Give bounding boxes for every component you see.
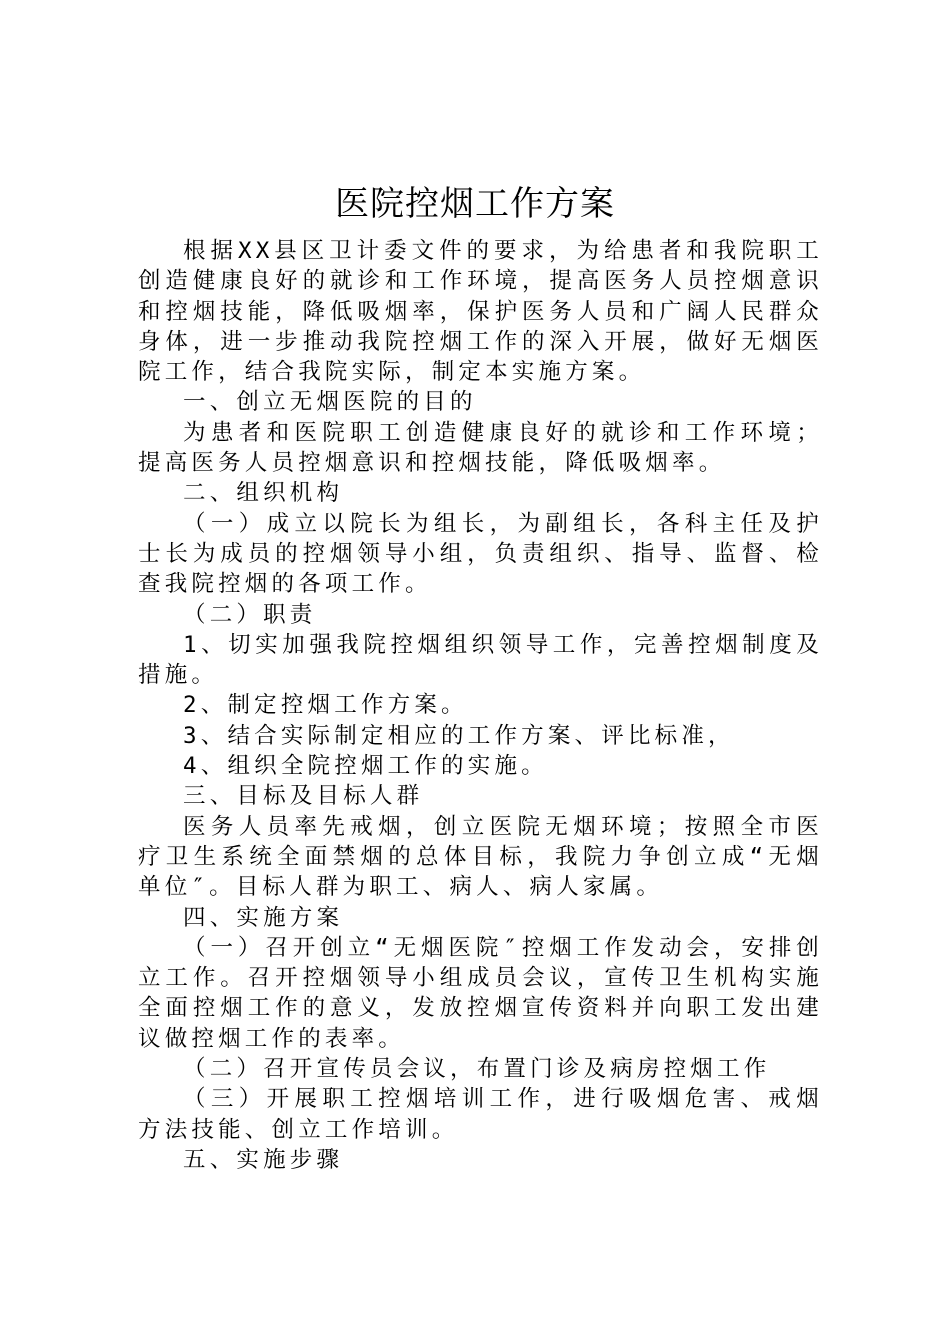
plan-item: （一）召开创立“无烟医院″控烟工作发动会，安排创立工作。召开控烟领导小组成员会议，宣传卫生机构实施全面控烟工作的意义，发放控烟宣传资料并向职工发出建议做控烟工作的表率。 <box>138 934 823 1052</box>
duty-item: 4、组织全院控烟工作的实施。 <box>183 753 548 780</box>
section-heading-3: 三、目标及目标人群 <box>183 783 424 810</box>
duty-item: 3、结合实际制定相应的工作方案、评比标准， <box>183 722 735 749</box>
section-heading-2: 二、组织机构 <box>183 480 344 507</box>
duty-item: 1、切实加强我院控烟组织领导工作，完善控烟制度及措施。 <box>138 631 823 689</box>
document-title: 医院控烟工作方案 <box>335 184 615 224</box>
section-1-paragraph: 为患者和医院职工创造健康良好的就诊和工作环境；提高医务人员控烟意识和控烟技能，降低吸烟率。 <box>138 419 823 477</box>
section-heading-4: 四、实施方案 <box>183 904 344 931</box>
section-heading-5: 五、实施步骤 <box>183 1146 344 1173</box>
subsection-heading: （二）职责 <box>183 601 317 628</box>
subsection-paragraph: （一）成立以院长为组长，为副组长，各科主任及护士长为成员的控烟领导小组，负责组织、指导、监督、检查我院控烟的各项工作。 <box>138 510 823 598</box>
section-3-paragraph: 医务人员率先戒烟，创立医院无烟环境；按照全市医疗卫生系统全面禁烟的总体目标，我院力争创立成“无烟单位″。目标人群为职工、病人、病人家属。 <box>138 813 823 901</box>
intro-paragraph: 根据XX县区卫计委文件的要求，为给患者和我院职工创造健康良好的就诊和工作环境，提高医务人员控烟意识和控烟技能，降低吸烟率，保护医务人员和广阔人民群众身体，进一步推动我院控烟工作的深入开展，做好无烟医院工作，结合我院实际，制定本实施方案。 <box>138 238 823 386</box>
duty-item: 2、制定控烟工作方案。 <box>183 692 468 719</box>
plan-item: （二）召开宣传员会议，布置门诊及病房控烟工作 <box>183 1056 771 1083</box>
plan-item: （三）开展职工控烟培训工作，进行吸烟危害、戒烟方法技能、创立工作培训。 <box>138 1086 823 1143</box>
section-heading-1: 一、创立无烟医院的目的 <box>183 389 477 416</box>
document-body <box>138 236 823 1175</box>
